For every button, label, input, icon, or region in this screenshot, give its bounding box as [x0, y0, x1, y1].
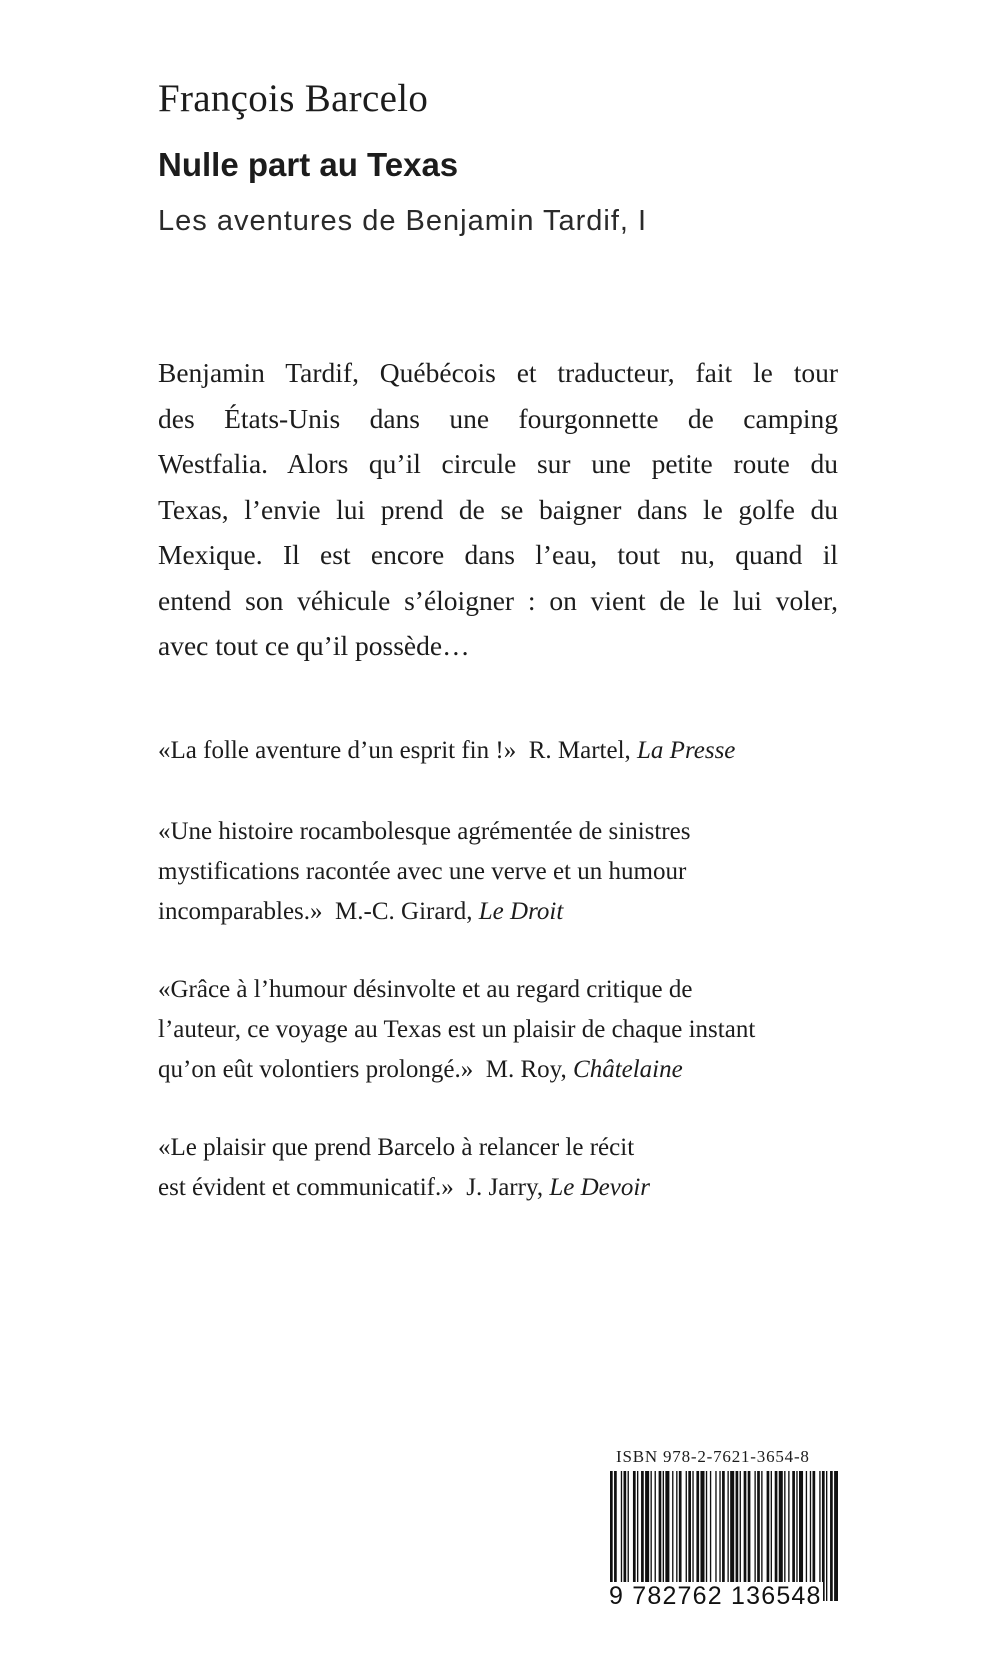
quote-line: [158, 892, 878, 932]
quote-critic: M.-C. Girard,: [335, 898, 473, 925]
book-title: Nulle part au Texas: [158, 146, 459, 183]
blurb-line: Westfalia. Alors qu’il circule sur une petite route du: [158, 448, 838, 479]
quote-line: [158, 731, 878, 771]
quote-text: incomparables.»: [158, 898, 323, 925]
quote-line: mystifications racontée avec une verve et un humour: [158, 858, 687, 885]
press-quote: [158, 1128, 878, 1208]
blurb-line: Mexique. Il est encore dans l’eau, tout nu, quand il: [158, 539, 838, 570]
quote-critic: J. Jarry,: [466, 1174, 544, 1201]
blurb-line: entend son véhicule s’éloigner : on vient de le lui voler,: [158, 584, 838, 616]
ean-digits-text: 9 782762 136548: [609, 1582, 822, 1610]
quote-line: [158, 1168, 878, 1208]
ean-digits: [608, 1582, 840, 1611]
blurb-line: des États-Unis dans une fourgonnette de camping: [158, 402, 838, 434]
quote-line: «Le plaisir que prend Barcelo à relancer le récit: [158, 1134, 635, 1161]
press-quote: [158, 812, 878, 932]
quote-publication: Le Droit: [478, 898, 564, 925]
blurb-line: Texas, l’envie lui prend de se baigner dans le golfe du: [158, 493, 838, 525]
author-name: François Barcelo: [158, 77, 429, 120]
series-subtitle: Les aventures de Benjamin Tardif, I: [158, 205, 648, 237]
quote-line: «Une histoire rocambolesque agrémentée de sinistres: [158, 818, 691, 845]
blurb-line: avec tout ce qu’il possède…: [158, 630, 470, 661]
quote-publication: Châtelaine: [573, 1056, 683, 1083]
press-quote: [158, 731, 878, 771]
quote-critic: R. Martel,: [528, 737, 631, 764]
quote-publication: La Presse: [637, 737, 736, 764]
quote-line: «Grâce à l’humour désinvolte et au regard critique de: [158, 976, 693, 1003]
quote-publication: Le Devoir: [549, 1174, 651, 1201]
quote-line: [158, 1050, 878, 1090]
quote-text: qu’on eût volontiers prolongé.»: [158, 1056, 474, 1083]
quote-text: «La folle aventure d’un esprit fin !»: [158, 737, 517, 764]
blurb-line: Benjamin Tardif, Québécois et traducteur, fait le tour: [158, 357, 838, 388]
press-quote: [158, 970, 878, 1090]
quote-text: est évident et communicatif.»: [158, 1174, 454, 1201]
quote-critic: M. Roy,: [485, 1056, 567, 1083]
quote-line: l’auteur, ce voyage au Texas est un plaisir de chaque instant: [158, 1016, 756, 1043]
isbn-label: ISBN 978-2-7621-3654-8: [616, 1447, 810, 1466]
book-blurb: [158, 350, 838, 669]
